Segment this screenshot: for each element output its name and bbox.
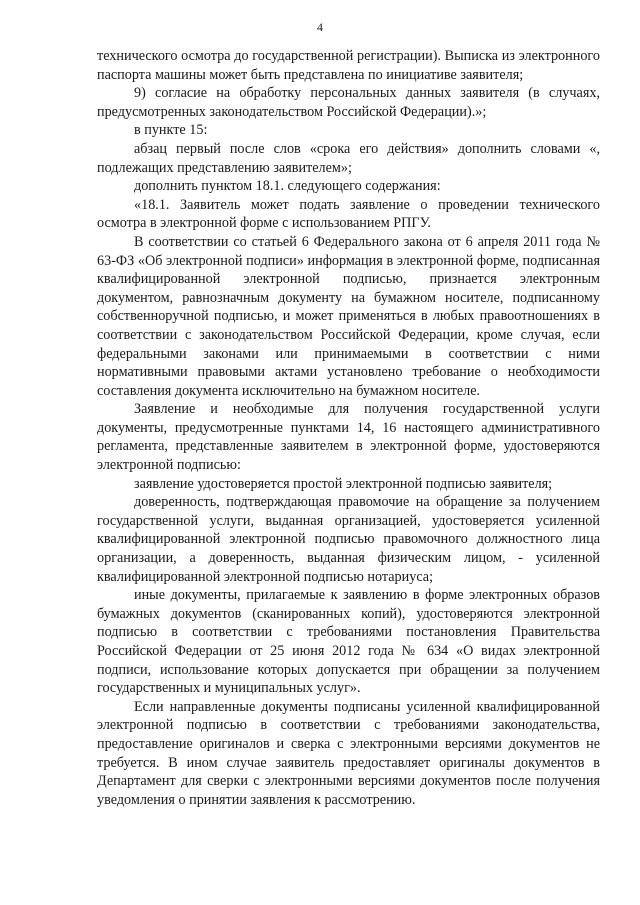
paragraph-application-documents: Заявление и необходимые для получения государственной услуги документы, предусмотренные пунктами 14, 16 настоящего административного регламента, представленные заявителем в электронной форме, удостоверяются электронной подписью: <box>97 401 600 474</box>
paragraph-continuation: технического осмотра до государственной регистрации). Выписка из электронного паспорта машины может быть представлена по инициативе заявителя; <box>97 48 600 83</box>
paragraph-originals: Если направленные документы подписаны усиленной квалифицированной электронной подписью в соответствии с требованиями законодательства, предоставление оригиналов и сверка с электронными версиями документов не требуется. В ином случае заявитель предоставляет оригиналы документов в Департамент для сверки с электронными версиями документов после получения уведомления о принятии заявления к рассмотрению. <box>97 698 600 808</box>
page-number: 4 <box>317 20 323 34</box>
paragraph-other-documents: иные документы, прилагаемые к заявлению в форме электронных образов бумажных документов (сканированных копий), удостоверяются электронной подписью в соответствии с требованиями постановления Правительства Российской Федерации от 25 июня 2012 года № 634 «О видах электронной подписи, использование которых допускается при обращении за получением государственных и муниципальных услуг». <box>97 587 600 697</box>
paragraph-item-9: 9) согласие на обработку персональных данных заявителя (в случаях, предусмотренных законодательством Российской Федерации).»; <box>97 85 600 120</box>
document-body <box>97 47 600 809</box>
paragraph-18-1: «18.1. Заявитель может подать заявление о проведении технического осмотра в электронной форме с использованием РПГУ. <box>97 196 600 232</box>
paragraph-federal-law: В соответствии со статьей 6 Федерального закона от 6 апреля 2011 года № 63-ФЗ «Об электронной подписи» информация в электронной форме, подписанная квалифицированной электронной подписью, признается электронным документом, равнозначным документу на бумажном носителе, подписанному собственноручной подписью, и может применяться в любых правоотношениях в соответствии с законодательством Российской Федерации, кроме случая, если федеральными законами или принимаемыми в соответствии с ними нормативными правовыми актами установлено требование о необходимости составления документа исключительно на бумажном носителе. <box>97 233 600 399</box>
paragraph-add-point: дополнить пунктом 18.1. следующего содержания: <box>134 178 441 195</box>
paragraph-simple-signature: заявление удостоверяется простой электронной подписью заявителя; <box>134 475 553 492</box>
paragraph-first-amendment: абзац первый после слов «срока его действия» дополнить словами «, подлежащих представлению заявителем»; <box>97 140 600 176</box>
paragraph-power-of-attorney: доверенность, подтверждающая правомочие на обращение за получением государственной услуги, выданная организацией, удостоверяется усиленной квалифицированной электронной подписью правомочного должностного лица организации, а доверенность, выданная физическим лицом, - усиленной квалифицированной электронной подписью нотариуса; <box>97 494 600 585</box>
paragraph-point-15: в пункте 15: <box>134 122 208 139</box>
